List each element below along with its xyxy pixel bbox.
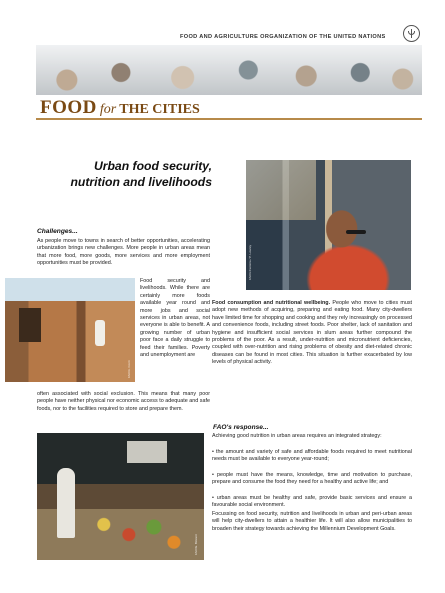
food-security-paragraph: Food security and livelihoods. While there are certainly more foods available year round and more jobs and social services in urban areas, not everyone is able to benefit. A growing number of urban poor face a daily struggle to feed their families. Poverty and unemployment are [140,278,210,359]
photo-man-eating [246,160,411,290]
food-security-continued: often associated with social exclusion. This means that many poor people have neither physical nor economic access to adequate and safe foods, nor to the facilities required to store and prepare them. [37,391,210,412]
photo-house [5,278,135,382]
consumption-heading: Food consumption and nutritional wellbeing. [212,300,331,306]
org-name: FOOD AND AGRICULTURE ORGANIZATION OF THE UNITED NATIONS [180,34,386,40]
banner-photo [36,45,422,95]
response-bullet-3: • urban areas must be healthy and safe, provide basic services and ensure a favourable social environment. [212,495,412,509]
challenges-intro: As people move to towns in search of better opportunities, accelerating urbanization brings new challenges. More people in urban areas mean that more food, more goods, more services and more employment opportunities must be provided. [37,238,210,267]
photo-credit-2: FAO/A. Conti [127,360,131,378]
response-intro: Achieving good nutrition in urban areas requires an integrated strategy: [212,433,382,439]
page-title [40,158,212,190]
response-closing: Focussing on food security, nutrition and livelihoods in urban and peri-urban areas will help city-dwellers to attain a healthier life. It will also allow municipalities to broaden their strategy towards achieving the Millennium Development Goals. [212,511,412,532]
brand-title [40,97,200,119]
title-line-1: Urban food security, [93,159,212,173]
fao-logo-icon [403,25,420,42]
consumption-body: People who move to cities must adopt new methods of acquiring, preparing and eating food. Many city-dwellers have limited time for shopping and cooking and they rely increasingly on processed and convenience foods, including street foods. Poor shelter, lack of sanitation and hygiene and insufficient social services in slum areas further compound the problems of the poor. As a result, under-nutrition and micronutrient deficiencies, coupled with over-nutrition and rising problems of obesity and diet-related chronic diseases can be found in most cities. This situation is further exacerbated by low levels of physical activity. [212,300,413,366]
brand-rule [36,118,422,120]
brand-for: for [99,102,117,117]
response-bullet-1: • the amount and variety of safe and affordable foods required to meet nutritional needs must be available to everyone year-round; [212,449,412,463]
consumption-paragraph [212,300,412,367]
brand-food: FOOD [40,97,97,118]
challenges-heading: Challenges... [37,228,78,235]
response-bullet-2: • people must have the means, knowledge, time and motivation to purchase, prepare and consume the food they need for a healthy and active life; and [212,472,412,486]
response-heading: FAO's response... [213,424,269,431]
photo-credit-3: FAO/G. Bizzarri [194,534,198,555]
header [0,0,445,96]
photo-credit-1: FAO/J.Ferreira / P. Lowrey [248,244,252,280]
brand-cities: THE CITIES [119,102,200,117]
photo-market [37,433,204,560]
title-line-2: nutrition and livelihoods [70,175,212,189]
